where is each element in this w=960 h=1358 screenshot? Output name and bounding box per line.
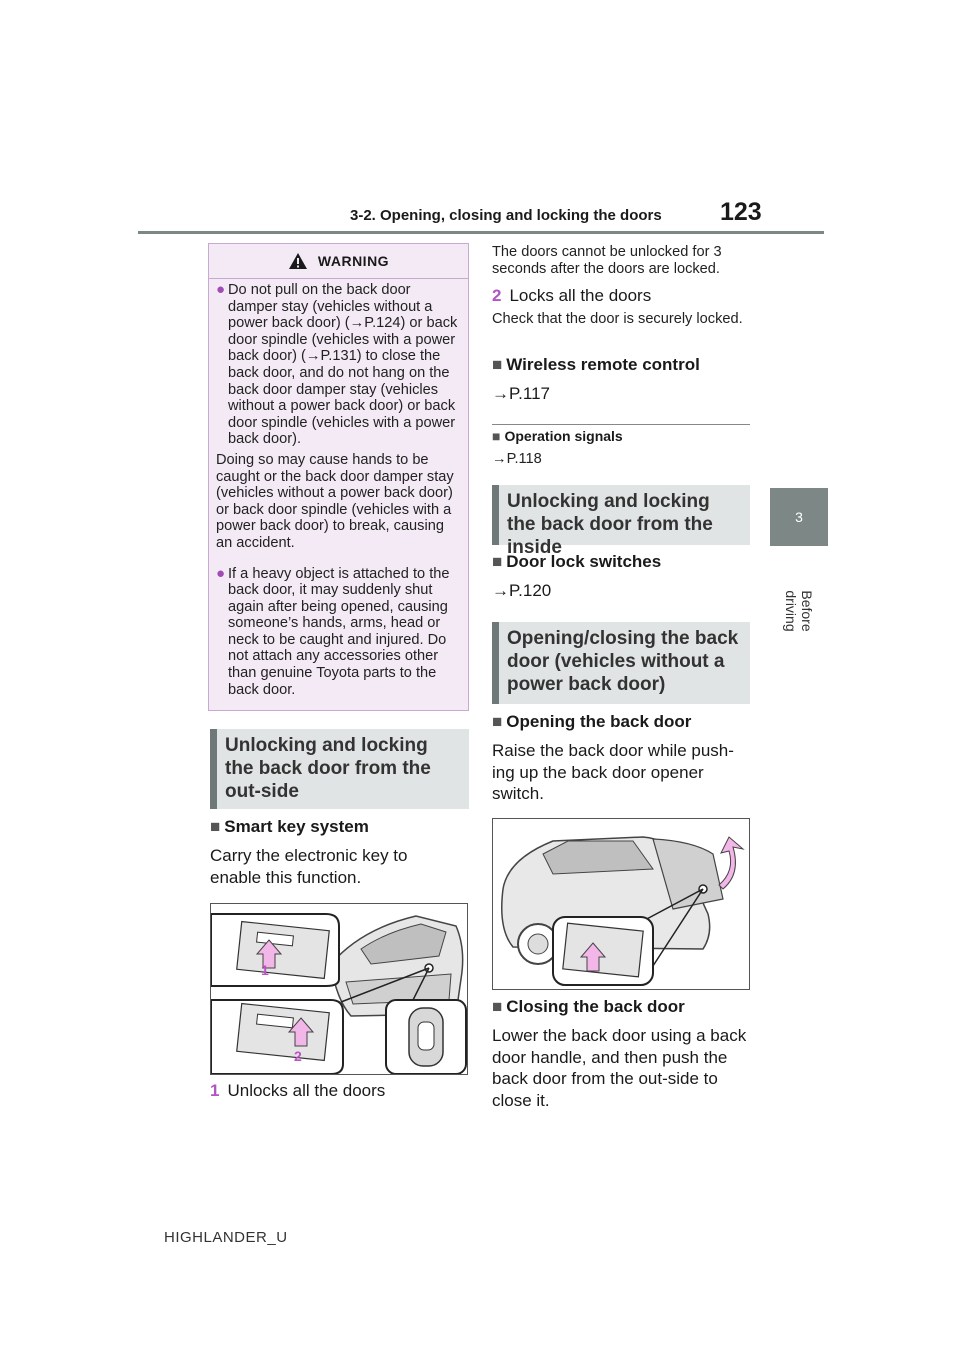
subheading-wireless: ■ Wireless remote control bbox=[492, 355, 700, 374]
section-header-open-close: Opening/closing the back door (vehicles without a power back door) bbox=[492, 622, 750, 704]
section-header-inside: Unlocking and locking the back door from the inside bbox=[492, 485, 750, 545]
subheading-text: Wireless remote control bbox=[506, 355, 700, 374]
chapter-label: Before driving bbox=[783, 590, 815, 632]
warning-header bbox=[209, 244, 468, 279]
subheading-text: Operation signals bbox=[504, 428, 623, 444]
subheading-text: Smart key system bbox=[224, 817, 369, 836]
warning-title: WARNING bbox=[317, 253, 390, 269]
bullet-icon: ● bbox=[216, 564, 226, 582]
section-header-outside: Unlocking and locking the back door from the out-side bbox=[210, 729, 469, 809]
figure-label-1: 1 bbox=[261, 962, 269, 978]
car-rear-illustration bbox=[211, 904, 468, 1075]
step-number: 1 bbox=[210, 1081, 220, 1100]
section-title: 3-2. Opening, closing and locking the doors bbox=[350, 207, 662, 224]
figure-opening-back-door bbox=[492, 818, 750, 990]
warning-item bbox=[216, 282, 462, 448]
subheading-text: Opening the back door bbox=[506, 712, 692, 731]
closing-text: Lower the back door using a back door handle, and then push the back door from the out-side to close it. bbox=[492, 1026, 747, 1110]
warning-detail: Doing so may cause hands to be caught or the back door damper stay (vehicles without a power back door) or back door spindle (vehicles with a power back door) to break, causing an accident. bbox=[216, 451, 454, 551]
signals-ref-link[interactable]: →P.118 bbox=[492, 451, 542, 467]
subheading-opening: ■ Opening the back door bbox=[492, 712, 692, 731]
chapter-tab bbox=[770, 488, 828, 546]
chapter-number: 3 bbox=[795, 509, 803, 525]
subheading-text: Closing the back door bbox=[506, 997, 685, 1016]
warning-item-text: Do not pull on the back door damper stay (vehicles without a power back door) (→P.124) or back door spindle (vehicles with a power back door) (→P.131) to close the back door, and do not hang on the back door damper stay (vehicles without a power back door) or back door spindle (vehicles with a power back door). bbox=[228, 282, 458, 448]
warning-body bbox=[216, 282, 462, 702]
step-text: Locks all the doors bbox=[509, 286, 652, 305]
step-number: 2 bbox=[492, 286, 502, 305]
subheading-smart-key: ■ Smart key system bbox=[210, 817, 369, 836]
opening-text: Raise the back door while push-ing up the back door opener switch. bbox=[492, 741, 734, 803]
page-number: 123 bbox=[720, 198, 762, 226]
warning-triangle-icon bbox=[288, 252, 308, 270]
subheading-signals: ■ Operation signals bbox=[492, 428, 623, 444]
subheading-text: Door lock switches bbox=[506, 552, 662, 571]
wireless-ref-link[interactable]: →P.117 bbox=[492, 384, 550, 403]
warning-box bbox=[208, 243, 469, 711]
subheading-door-lock: ■ Door lock switches bbox=[492, 552, 662, 571]
warning-item bbox=[216, 566, 462, 699]
subheading-closing: ■ Closing the back door bbox=[492, 997, 685, 1016]
car-back-door-illustration bbox=[493, 819, 750, 990]
step-1-note: The doors cannot be unlocked for 3 seconds after the doors are locked. bbox=[492, 244, 722, 277]
bullet-icon: ● bbox=[216, 281, 226, 298]
door-lock-ref-link[interactable]: →P.120 bbox=[492, 581, 552, 600]
figure-label-2: 2 bbox=[294, 1048, 302, 1064]
header-divider bbox=[138, 231, 824, 234]
smart-key-text: Carry the electronic key to enable this function. bbox=[210, 846, 408, 887]
step-1 bbox=[210, 1080, 385, 1102]
figure-outside-unlock bbox=[210, 903, 468, 1075]
divider bbox=[492, 424, 750, 425]
step-2 bbox=[492, 285, 651, 307]
step-text: Unlocks all the doors bbox=[227, 1081, 386, 1100]
footer-model: HIGHLANDER_U bbox=[164, 1229, 288, 1246]
warning-item-text: If a heavy object is attached to the back door, it may suddenly shut again after being opened, causing someone’s hands, arms, head or neck to be caught and injured. Do not attach any accessories other than genuine Toyota parts to the back door. bbox=[228, 565, 450, 698]
step-2-note: Check that the door is securely locked. bbox=[492, 311, 743, 327]
